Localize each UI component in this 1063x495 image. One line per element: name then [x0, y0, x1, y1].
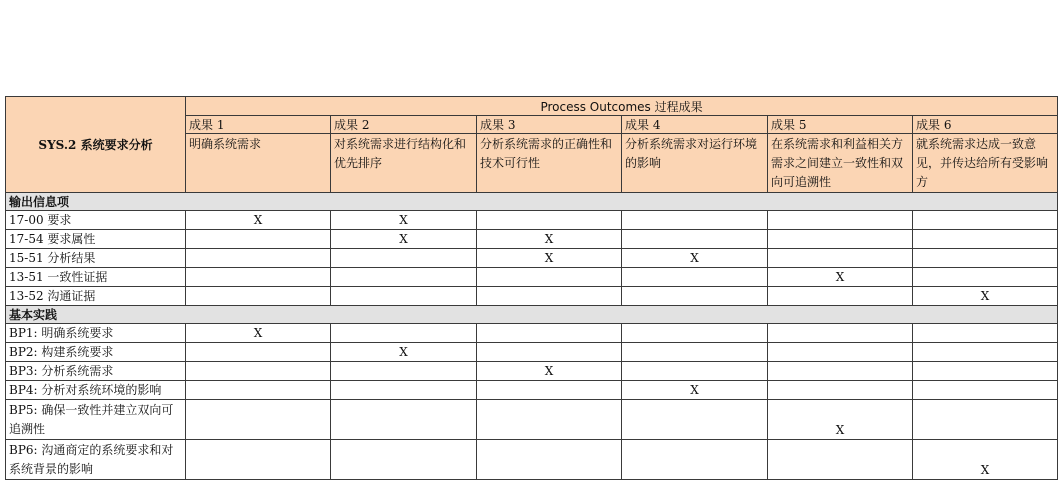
- outcome-2-description: 对系统需求进行结构化和优先排序: [331, 134, 477, 193]
- row-name: 分析系统需求: [41, 363, 114, 378]
- outcome-5-cell: [768, 381, 913, 400]
- outcome-6-cell: [913, 268, 1058, 287]
- row-label: [6, 249, 186, 268]
- outcome-5-cell: [768, 249, 913, 268]
- row-name: 要求属性: [47, 231, 96, 246]
- outcome-6-cell: [913, 211, 1058, 230]
- mapping-mark: X: [835, 423, 845, 437]
- row-code: 17-54: [9, 231, 44, 246]
- outcome-4-cell: [622, 381, 768, 400]
- outcome-6-description: 就系统需求达成一致意见，并传达给所有受影响方: [913, 134, 1058, 193]
- row-label: [6, 268, 186, 287]
- mapping-mark: X: [544, 251, 554, 265]
- outcome-2-cell: [331, 381, 477, 400]
- row-name: 沟通证据: [47, 288, 96, 303]
- outcome-4-cell: [622, 230, 768, 249]
- outcome-4-cell: [622, 400, 768, 440]
- table-row: [6, 381, 1058, 400]
- table-row: [6, 400, 1058, 440]
- row-code: BP2:: [9, 344, 38, 359]
- table-row: [6, 324, 1058, 343]
- outcome-5-cell: [768, 362, 913, 381]
- outcome-5-cell: [768, 400, 913, 440]
- outcome-2-cell: [331, 362, 477, 381]
- outcome-1-cell: [186, 381, 331, 400]
- outcome-1-cell: [186, 249, 331, 268]
- mapping-mark: X: [544, 232, 554, 246]
- row-label: [6, 287, 186, 306]
- outcome-3-cell: [477, 211, 622, 230]
- outcome-2-cell: [331, 211, 477, 230]
- row-code: BP3:: [9, 363, 38, 378]
- row-code: BP4:: [9, 382, 38, 397]
- outcome-2-cell: [331, 230, 477, 249]
- outcome-6-cell: [913, 381, 1058, 400]
- outcome-6-cell: [913, 230, 1058, 249]
- outcome-4-cell: [622, 287, 768, 306]
- outcome-3-description: 分析系统需求的正确性和技术可行性: [477, 134, 622, 193]
- row-label: [6, 211, 186, 230]
- outcome-3-cell: [477, 381, 622, 400]
- outcome-1-cell: [186, 211, 331, 230]
- row-code: 15-51: [9, 250, 44, 265]
- table-row: [6, 211, 1058, 230]
- section-row: [6, 306, 1058, 324]
- row-name: 一致性证据: [47, 269, 108, 284]
- mapping-mark: X: [253, 213, 263, 227]
- row-name: 确保一致性并建立双向可追溯性: [9, 402, 174, 436]
- mapping-mark: X: [399, 345, 408, 359]
- outcome-3-cell: [477, 268, 622, 287]
- outcome-4-cell: [622, 211, 768, 230]
- row-code: BP6:: [9, 442, 38, 457]
- outcome-1-cell: [186, 268, 331, 287]
- table-row: [6, 268, 1058, 287]
- outcome-4-cell: [622, 324, 768, 343]
- mapping-mark: X: [690, 251, 699, 265]
- outcome-6-cell: [913, 400, 1058, 440]
- outcome-4-cell: [622, 343, 768, 362]
- mapping-mark: X: [835, 270, 845, 284]
- outcome-4-cell: [622, 440, 768, 480]
- outcome-3-cell: [477, 324, 622, 343]
- outcome-1-cell: [186, 324, 331, 343]
- row-name: 要求: [47, 212, 72, 227]
- outcome-3-id: 成果 3: [477, 116, 622, 134]
- outcome-6-cell: [913, 249, 1058, 268]
- outcome-1-cell: [186, 287, 331, 306]
- row-label: [6, 440, 186, 480]
- row-label: [6, 400, 186, 440]
- outcome-1-cell: [186, 343, 331, 362]
- outcome-5-cell: [768, 268, 913, 287]
- row-name: 分析对系统环境的影响: [41, 382, 162, 397]
- process-title-cell: SYS.2 系统要求分析: [6, 97, 186, 193]
- row-label: [6, 324, 186, 343]
- table-row: [6, 249, 1058, 268]
- mapping-mark: X: [980, 289, 990, 303]
- table-row: [6, 362, 1058, 381]
- outcome-4-cell: [622, 362, 768, 381]
- outcome-5-cell: [768, 230, 913, 249]
- row-code: BP1:: [9, 325, 38, 340]
- outcome-6-cell: [913, 324, 1058, 343]
- row-code: 17-00: [9, 212, 44, 227]
- row-name: 明确系统要求: [41, 325, 114, 340]
- process-outcomes-matrix: [5, 96, 1058, 480]
- mapping-mark: X: [690, 383, 699, 397]
- outcome-4-id: 成果 4: [622, 116, 768, 134]
- outcome-3-cell: [477, 400, 622, 440]
- matrix-body: [6, 193, 1058, 480]
- section-title: 输出信息项: [6, 193, 1058, 211]
- row-code: 13-52: [9, 288, 44, 303]
- row-label: [6, 381, 186, 400]
- outcome-2-cell: [331, 287, 477, 306]
- outcome-5-description: 在系统需求和利益相关方需求之间建立一致性和双向可追溯性: [768, 134, 913, 193]
- process-outcomes-header: Process Outcomes 过程成果: [186, 97, 1058, 116]
- outcome-2-id: 成果 2: [331, 116, 477, 134]
- table-row: [6, 230, 1058, 249]
- outcome-1-cell: [186, 400, 331, 440]
- mapping-mark: X: [399, 232, 408, 246]
- row-label: [6, 230, 186, 249]
- outcome-5-cell: [768, 211, 913, 230]
- outcome-1-cell: [186, 362, 331, 381]
- row-name: 沟通商定的系统要求和对系统背景的影响: [9, 442, 174, 476]
- outcome-6-id: 成果 6: [913, 116, 1058, 134]
- table-row: [6, 287, 1058, 306]
- outcome-6-cell: [913, 287, 1058, 306]
- row-label: [6, 343, 186, 362]
- row-label: [6, 362, 186, 381]
- outcome-1-cell: [186, 440, 331, 480]
- outcome-2-cell: [331, 249, 477, 268]
- section-row: [6, 193, 1058, 211]
- outcome-3-cell: [477, 362, 622, 381]
- outcome-5-cell: [768, 287, 913, 306]
- outcome-4-cell: [622, 268, 768, 287]
- outcome-5-cell: [768, 440, 913, 480]
- mapping-mark: X: [253, 326, 263, 340]
- table-row: [6, 440, 1058, 480]
- outcome-2-cell: [331, 268, 477, 287]
- outcome-2-cell: [331, 343, 477, 362]
- outcome-6-cell: [913, 440, 1058, 480]
- outcome-3-cell: [477, 343, 622, 362]
- outcome-1-id: 成果 1: [186, 116, 331, 134]
- outcome-2-cell: [331, 440, 477, 480]
- outcome-4-description: 分析系统需求对运行环境的影响: [622, 134, 768, 193]
- outcome-3-cell: [477, 287, 622, 306]
- outcome-1-description: 明确系统需求: [186, 134, 331, 193]
- outcome-5-id: 成果 5: [768, 116, 913, 134]
- mapping-mark: X: [544, 364, 554, 378]
- outcome-3-cell: [477, 249, 622, 268]
- mapping-mark: X: [399, 213, 408, 227]
- outcome-6-cell: [913, 343, 1058, 362]
- outcome-5-cell: [768, 343, 913, 362]
- outcome-3-cell: [477, 230, 622, 249]
- row-name: 分析结果: [47, 250, 96, 265]
- row-code: 13-51: [9, 269, 44, 284]
- row-name: 构建系统要求: [41, 344, 114, 359]
- table-row: [6, 343, 1058, 362]
- outcome-2-cell: [331, 400, 477, 440]
- row-code: BP5:: [9, 402, 38, 417]
- outcome-4-cell: [622, 249, 768, 268]
- outcome-2-cell: [331, 324, 477, 343]
- outcome-1-cell: [186, 230, 331, 249]
- outcome-5-cell: [768, 324, 913, 343]
- section-title: 基本实践: [6, 306, 1058, 324]
- mapping-mark: X: [980, 463, 990, 477]
- outcome-6-cell: [913, 362, 1058, 381]
- outcome-3-cell: [477, 440, 622, 480]
